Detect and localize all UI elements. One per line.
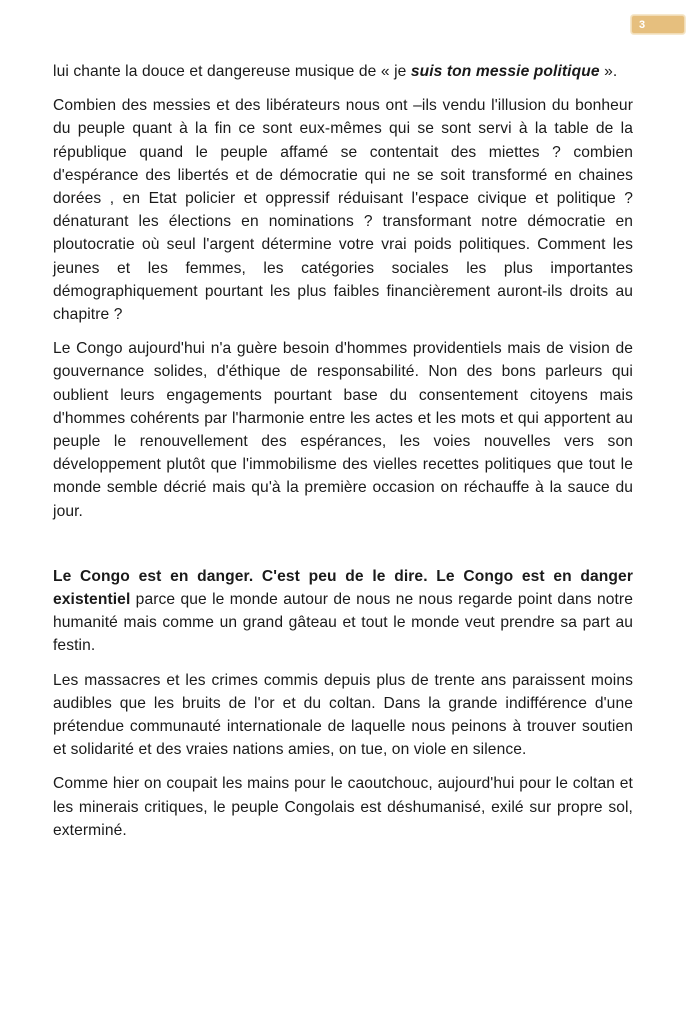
document-body (53, 60, 633, 853)
paragraph-6: Comme hier on coupait les mains pour le caoutchouc, aujourd'hui pour le coltan et les minerais critiques, le peuple Congolais est déshumanisé, exilé sur propre sol, exterminé. (53, 775, 633, 839)
paragraph-1-tail: ». (599, 63, 618, 80)
page-number: 3 (639, 19, 646, 31)
paragraph-1 (53, 60, 633, 83)
paragraph-4-tail: parce que le monde autour de nous ne nous regarde point dans notre humanité mais comme un grand gâteau et tout le monde veut prendre sa part au festin. (53, 591, 633, 655)
paragraph-4-bold: Le Congo est en danger. C'est peu de le dire. Le Congo est en danger existentiel (53, 567, 633, 609)
paragraph-1-lead: lui chante la douce et dangereuse musique de « je (53, 63, 411, 80)
paragraph-2: Combien des messies et des libérateurs nous ont –ils vendu l'illusion du bonheur du peuple quant à la fin ce sont eux-mêmes qui se sont servi à la table de la république quand le peuple affamé se contentait des miettes ? combien d'espérance des libertés et de démocratie qui ne se soit transformé en chaines dorées , en Etat policier et oppressif réduisant l'espace civique et politique ? dénaturant les élections en nominations ? transformant notre démocratie en ploutocratie où seul l'argent détermine votre vrai poids politiques. Comment les jeunes et les femmes, les catégories sociales les plus importantes démographiquement pourtant les plus faibles financièrement auront-ils droits au chapitre ? (53, 97, 633, 324)
paragraph-3: Le Congo aujourd'hui n'a guère besoin d'hommes providentiels mais de vision de gouvernance solides, d'éthique de responsabilité. Non des bons parleurs qui oublient leurs engagements pourtant base du consentement citoyens mais d'hommes cohérents par l'harmonie entre les actes et les mots et qui apportent au peuple le renouvellement des espérances, les voies nouvelles vers son développement plutôt que l'immobilisme des vielles recettes politiques que tout le monde semble décrié mais qu'à la première occasion on réchauffe à la sauce du jour. (53, 340, 633, 520)
paragraph-5: Les massacres et les crimes commis depuis plus de trente ans paraissent moins audibles que les bruits de l'or et du coltan. Dans la grande indifférence d'une prétendue communauté internationale de laquelle nous peinons à trouver soutien et solidarité et des vraies nations amies, on tue, on viole en silence. (53, 671, 633, 759)
paragraph-4 (53, 565, 633, 658)
page-number-badge (631, 15, 685, 34)
quote-emphasis: suis ton messie politique (410, 63, 600, 80)
